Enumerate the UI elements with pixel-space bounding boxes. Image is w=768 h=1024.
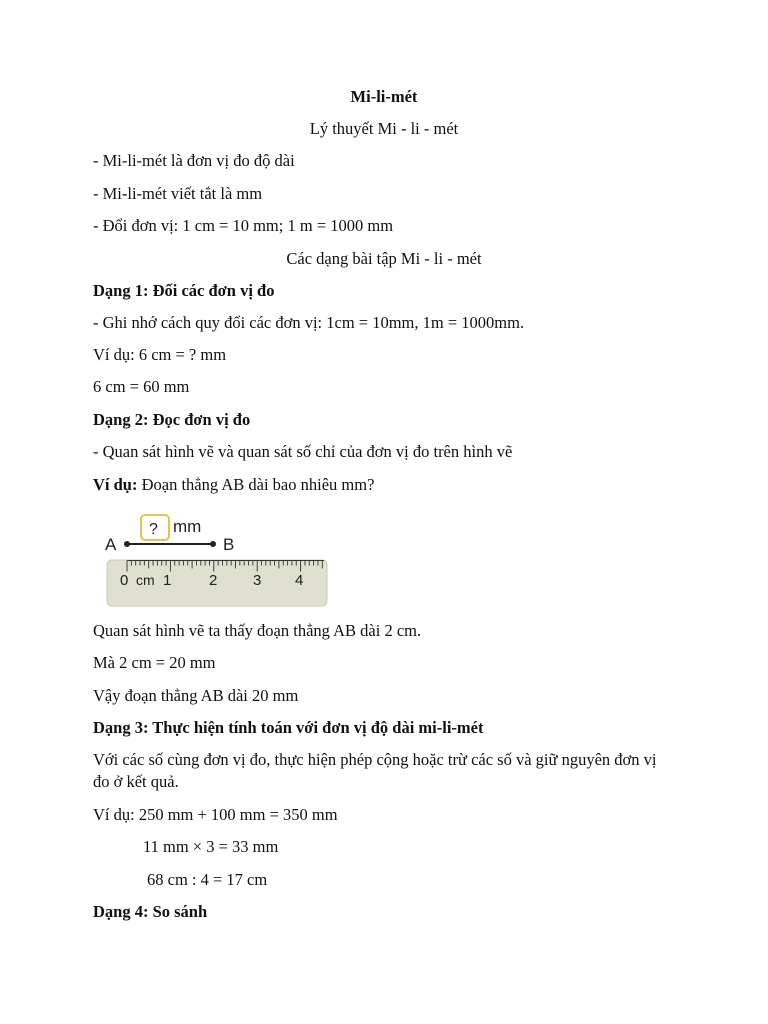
tick-label-2: 2 — [209, 572, 218, 589]
tick-label-4: 4 — [295, 572, 304, 589]
point-b-dot — [210, 541, 216, 547]
dang3-heading: Dạng 3: Thực hiện tính toán với đơn vị độ dài mi-li-mét — [93, 718, 484, 737]
question-mark: ? — [149, 521, 158, 538]
theory-line: - Mi-li-mét là đơn vị đo độ dài — [93, 151, 295, 170]
point-a-dot — [124, 541, 130, 547]
ruler-illustration — [100, 510, 332, 612]
dang1-note: - Ghi nhớ cách quy đổi các đơn vị: 1cm = 10mm, 1m = 1000mm. — [93, 313, 525, 332]
theory-line: - Đổi đơn vị: 1 cm = 10 mm; 1 m = 1000 mm — [93, 216, 394, 235]
dang1-answer: 6 cm = 60 mm — [93, 377, 190, 396]
dang2-solution-line: Vậy đoạn thẳng AB dài 20 mm — [93, 686, 299, 705]
example-label: Ví dụ: — [93, 475, 138, 494]
tick-label-3: 3 — [253, 572, 262, 589]
exercises-heading: Các dạng bài tập Mi - li - mét — [286, 249, 482, 268]
dang3-note: Với các số cùng đơn vị đo, thực hiện phép cộng hoặc trừ các số và giữ nguyên đơn vị đo ở kết quả. — [93, 750, 657, 791]
theory-line: - Mi-li-mét viết tắt là mm — [93, 184, 263, 203]
dang1-example: Ví dụ: 6 cm = ? mm — [93, 345, 227, 364]
point-a-label: A — [105, 535, 117, 554]
point-b-label: B — [223, 535, 235, 554]
dang2-note: - Quan sát hình vẽ và quan sát số chỉ của đơn vị đo trên hình vẽ — [93, 442, 513, 461]
example-question: Đoạn thẳng AB dài bao nhiêu mm? — [137, 475, 375, 494]
dang4-heading: Dạng 4: So sánh — [93, 902, 208, 921]
ruler-figure — [100, 510, 332, 612]
dang3-example: Ví dụ: 250 mm + 100 mm = 350 mm — [93, 805, 338, 824]
dang3-example: 68 cm : 4 = 17 cm — [147, 870, 268, 889]
dang2-solution-line: Mà 2 cm = 20 mm — [93, 653, 216, 672]
dang2-solution-line: Quan sát hình vẽ ta thấy đoạn thẳng AB dài 2 cm. — [93, 621, 422, 640]
tick-label-cm: cm — [136, 572, 155, 588]
dang2-heading: Dạng 2: Đọc đơn vị đo — [93, 410, 251, 429]
dang2-example — [93, 474, 668, 496]
theory-heading: Lý thuyết Mi - li - mét — [309, 119, 459, 138]
tick-label-1: 1 — [163, 572, 172, 589]
dang1-heading: Dạng 1: Đối các đơn vị đo — [93, 281, 275, 300]
dang3-example: 11 mm × 3 = 33 mm — [143, 837, 279, 856]
tick-label-0: 0 — [120, 572, 129, 589]
unit-label: mm — [173, 517, 202, 536]
page-title: Mi-li-mét — [350, 87, 418, 106]
